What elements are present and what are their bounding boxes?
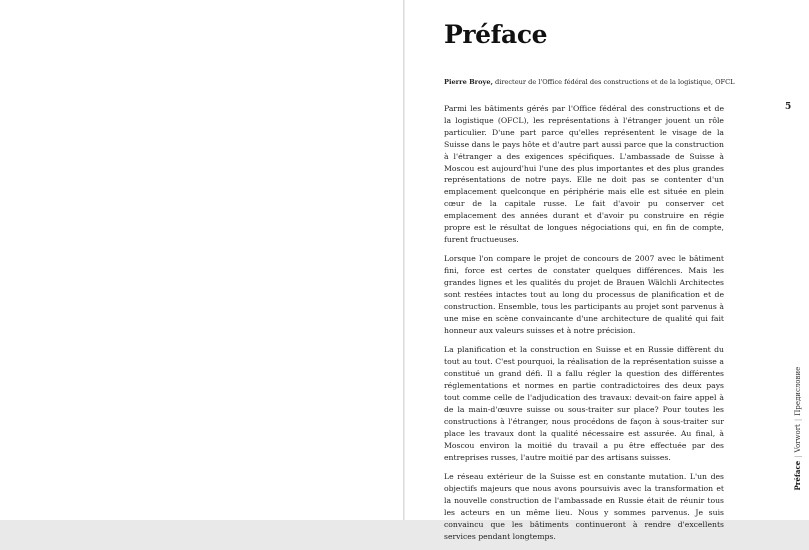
running-head-fr: Préface	[793, 460, 802, 491]
byline-role: directeur de l'Office fédéral des constructions et de la logistique, OFCL	[494, 78, 735, 86]
running-head-ru: Предисловие	[794, 366, 802, 416]
paragraph-4: Le réseau extérieur de la Suisse est en constante mutation. L'un des objectifs majeurs que nous avons poursuivis avec la transformation et la nouvelle construction de l'ambassade en Russie était de réunir tous les acteurs en un même lieu. Nous y sommes parvenus. Je suis convaincu que les bâtiments continueront à rendre d'excellents services pendant longtemps.	[444, 472, 724, 541]
running-head-separator: |	[794, 455, 802, 458]
body-text	[444, 103, 724, 550]
paragraph-2: Lorsque l'on compare le projet de concours de 2007 avec le bâtiment fini, force est certes de constater quelques différences. Mais les grandes lignes et les qualités du projet de Brauen Wälchli Architectes sont restées intactes tout au long du processus de planification et de construction. Ensemble, tous les participants au projet sont parvenus à une mise en scène convaincante d'une architecture de qualité qui fait honneur aux valeurs suisses et à notre précision.	[444, 254, 724, 335]
page-number: 5	[785, 102, 792, 112]
running-head-separator: |	[794, 418, 802, 422]
running-head-de: Vorwort	[794, 424, 802, 453]
left-page-blank	[0, 0, 403, 520]
paragraph-1: Parmi les bâtiments gérés par l'Office fédéral des constructions et de la logistique (OFCL), les représentations à l'étranger jouent un rôle particulier. D'une part parce qu'elles représentent le visage de la Suisse dans le pays hôte et d'autre part aussi parce que la construction à l'étranger a des exigences spécifiques. L'ambassade de Suisse à Moscou est aujourd'hui l'une des plus importantes et des plus grandes représentations de notre pays. Elle ne doit pas se contenter d'un emplacement quelconque en périphérie mais elle est située en plein cœur de la capitale russe. Le fait d'avoir pu conserver cet emplacement des années durant et d'avoir pu construire en régie propre est le résultat de longues négociations qui, en fin de compte, furent fructueuses.	[444, 104, 724, 244]
paragraph-3: La planification et la construction en Suisse et en Russie diffèrent du tout au tout. C'est pourquoi, la réalisation de la représentation suisse a constitué un grand défi. Il a fallu régler la question des différentes réglementations et normes en partie contradictoires des deux pays tout comme celle de l'adjudication des travaux: devait-on faire appel à de la main-d'œuvre suisse ou sous-traiter sur place? Pour toutes les constructions à l'étranger, nous procédons de façon à sous-traiter sur place les travaux dont la qualité nécessaire est assurée. Au final, à Moscou environ la moitié du travail a pu être effectuée par des entreprises russes, l'autre moitié par des artisans suisses.	[444, 345, 724, 462]
page-title: Préface	[444, 20, 548, 49]
byline	[444, 78, 744, 86]
right-page	[405, 0, 809, 541]
running-head	[793, 365, 802, 492]
byline-author: Pierre Broye,	[444, 78, 493, 86]
